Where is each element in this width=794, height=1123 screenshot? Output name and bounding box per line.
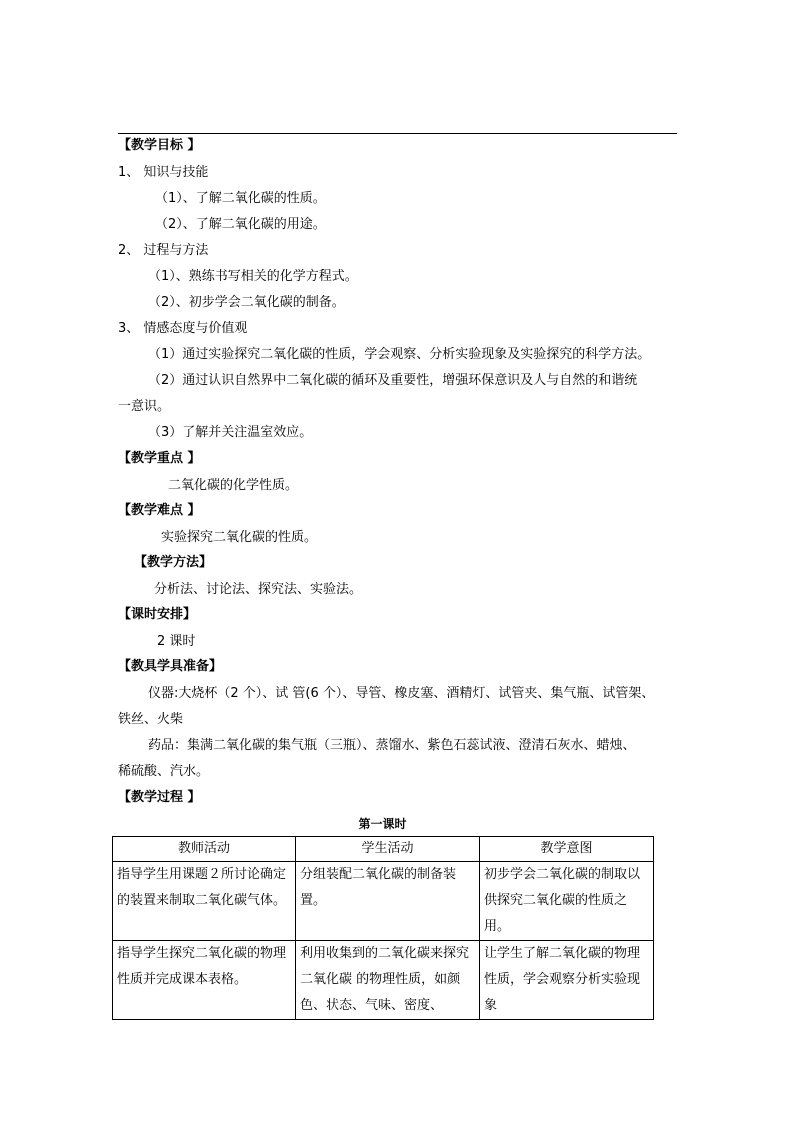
schedule-heading: 【课时安排】 (118, 607, 197, 622)
reagents-line-2: 稀硫酸、汽水。 (118, 764, 210, 779)
objective-2-item-1: （1）、熟练书写相关的化学方程式。 (148, 269, 358, 284)
lesson-title: 第一课时 (358, 817, 407, 831)
instruments-line-1: 仪器:大烧杯（2 个）、试 管(6 个）、导管、橡皮塞、酒精灯、试管夹、集气瓶、试管架、 (148, 686, 655, 701)
objective-1-item-2: （2）、了解二氧化碳的用途。 (155, 217, 326, 232)
difficulty-text: 实验探究二氧化碳的性质。 (161, 530, 318, 545)
objective-1-title: 1、 知识与技能 (118, 165, 209, 180)
table-row (113, 862, 654, 941)
key-points-heading: 【教学重点 】 (118, 451, 201, 466)
table-header-row (113, 837, 654, 862)
schedule-text: 2 课时 (157, 634, 196, 649)
instruments-line-2: 铁丝、火柴 (118, 712, 184, 727)
table-row (113, 941, 654, 1020)
table-cell: 利用收集到的二氧化碳来探究二氧化碳 的物理性质，如颜色、状态、气味、密度、 (296, 941, 480, 1020)
method-text: 分析法、讨论法、探究法、实验法。 (154, 582, 363, 597)
method-heading: 【教学方法】 (134, 555, 213, 570)
table-cell: 指导学生探究二氧化碳的物理性质并完成课本表格。 (113, 941, 296, 1020)
objective-3-item-2-line-1: （2）通过认识自然界中二氧化碳的循环及重要性，增强环保意识及人与自然的和谐统 (148, 373, 638, 388)
reagents-line-1: 药品：集满二氧化碳的集气瓶（三瓶）、蒸馏水、紫色石蕊试液、澄清石灰水、蜡烛、 (148, 738, 636, 753)
objectives-heading: 【教学目标 】 (118, 138, 201, 153)
table-cell: 初步学会二氧化碳的制取以供探究二氧化碳的性质之用。 (480, 862, 654, 941)
preparation-heading: 【教具学具准备】 (118, 659, 223, 674)
table-cell: 让学生了解二氧化碳的物理性质，学会观察分析实验现象 (480, 941, 654, 1020)
header-student-activity: 学生活动 (296, 837, 480, 862)
objective-3-item-1: （1）通过实验探究二氧化碳的性质，学会观察、分析实验现象及实验探究的科学方法。 (148, 347, 651, 362)
objective-3-title: 3、 情感态度与价值观 (118, 321, 248, 336)
key-points-text: 二氧化碳的化学性质。 (168, 478, 299, 493)
objective-2-item-2: （2）、初步学会二氧化碳的制备。 (148, 295, 345, 310)
header-rule (118, 133, 677, 134)
lesson-plan-table (112, 836, 654, 1020)
process-heading: 【教学过程 】 (118, 790, 201, 805)
table-cell: 指导学生用课题２所讨论确定的装置来制取二氧化碳气体。 (113, 862, 296, 941)
table-cell: 分组装配二氧化碳的制备装置。 (296, 862, 480, 941)
objective-3-item-2-line-2: 一意识。 (118, 399, 171, 414)
header-teaching-intent: 教学意图 (480, 837, 654, 862)
objective-3-item-3: （3）了解并关注温室效应。 (148, 425, 313, 440)
objective-1-item-1: （1）、了解二氧化碳的性质。 (155, 191, 326, 206)
difficulty-heading: 【教学难点 】 (118, 503, 201, 518)
objective-2-title: 2、 过程与方法 (118, 243, 209, 258)
header-teacher-activity: 教师活动 (113, 837, 296, 862)
